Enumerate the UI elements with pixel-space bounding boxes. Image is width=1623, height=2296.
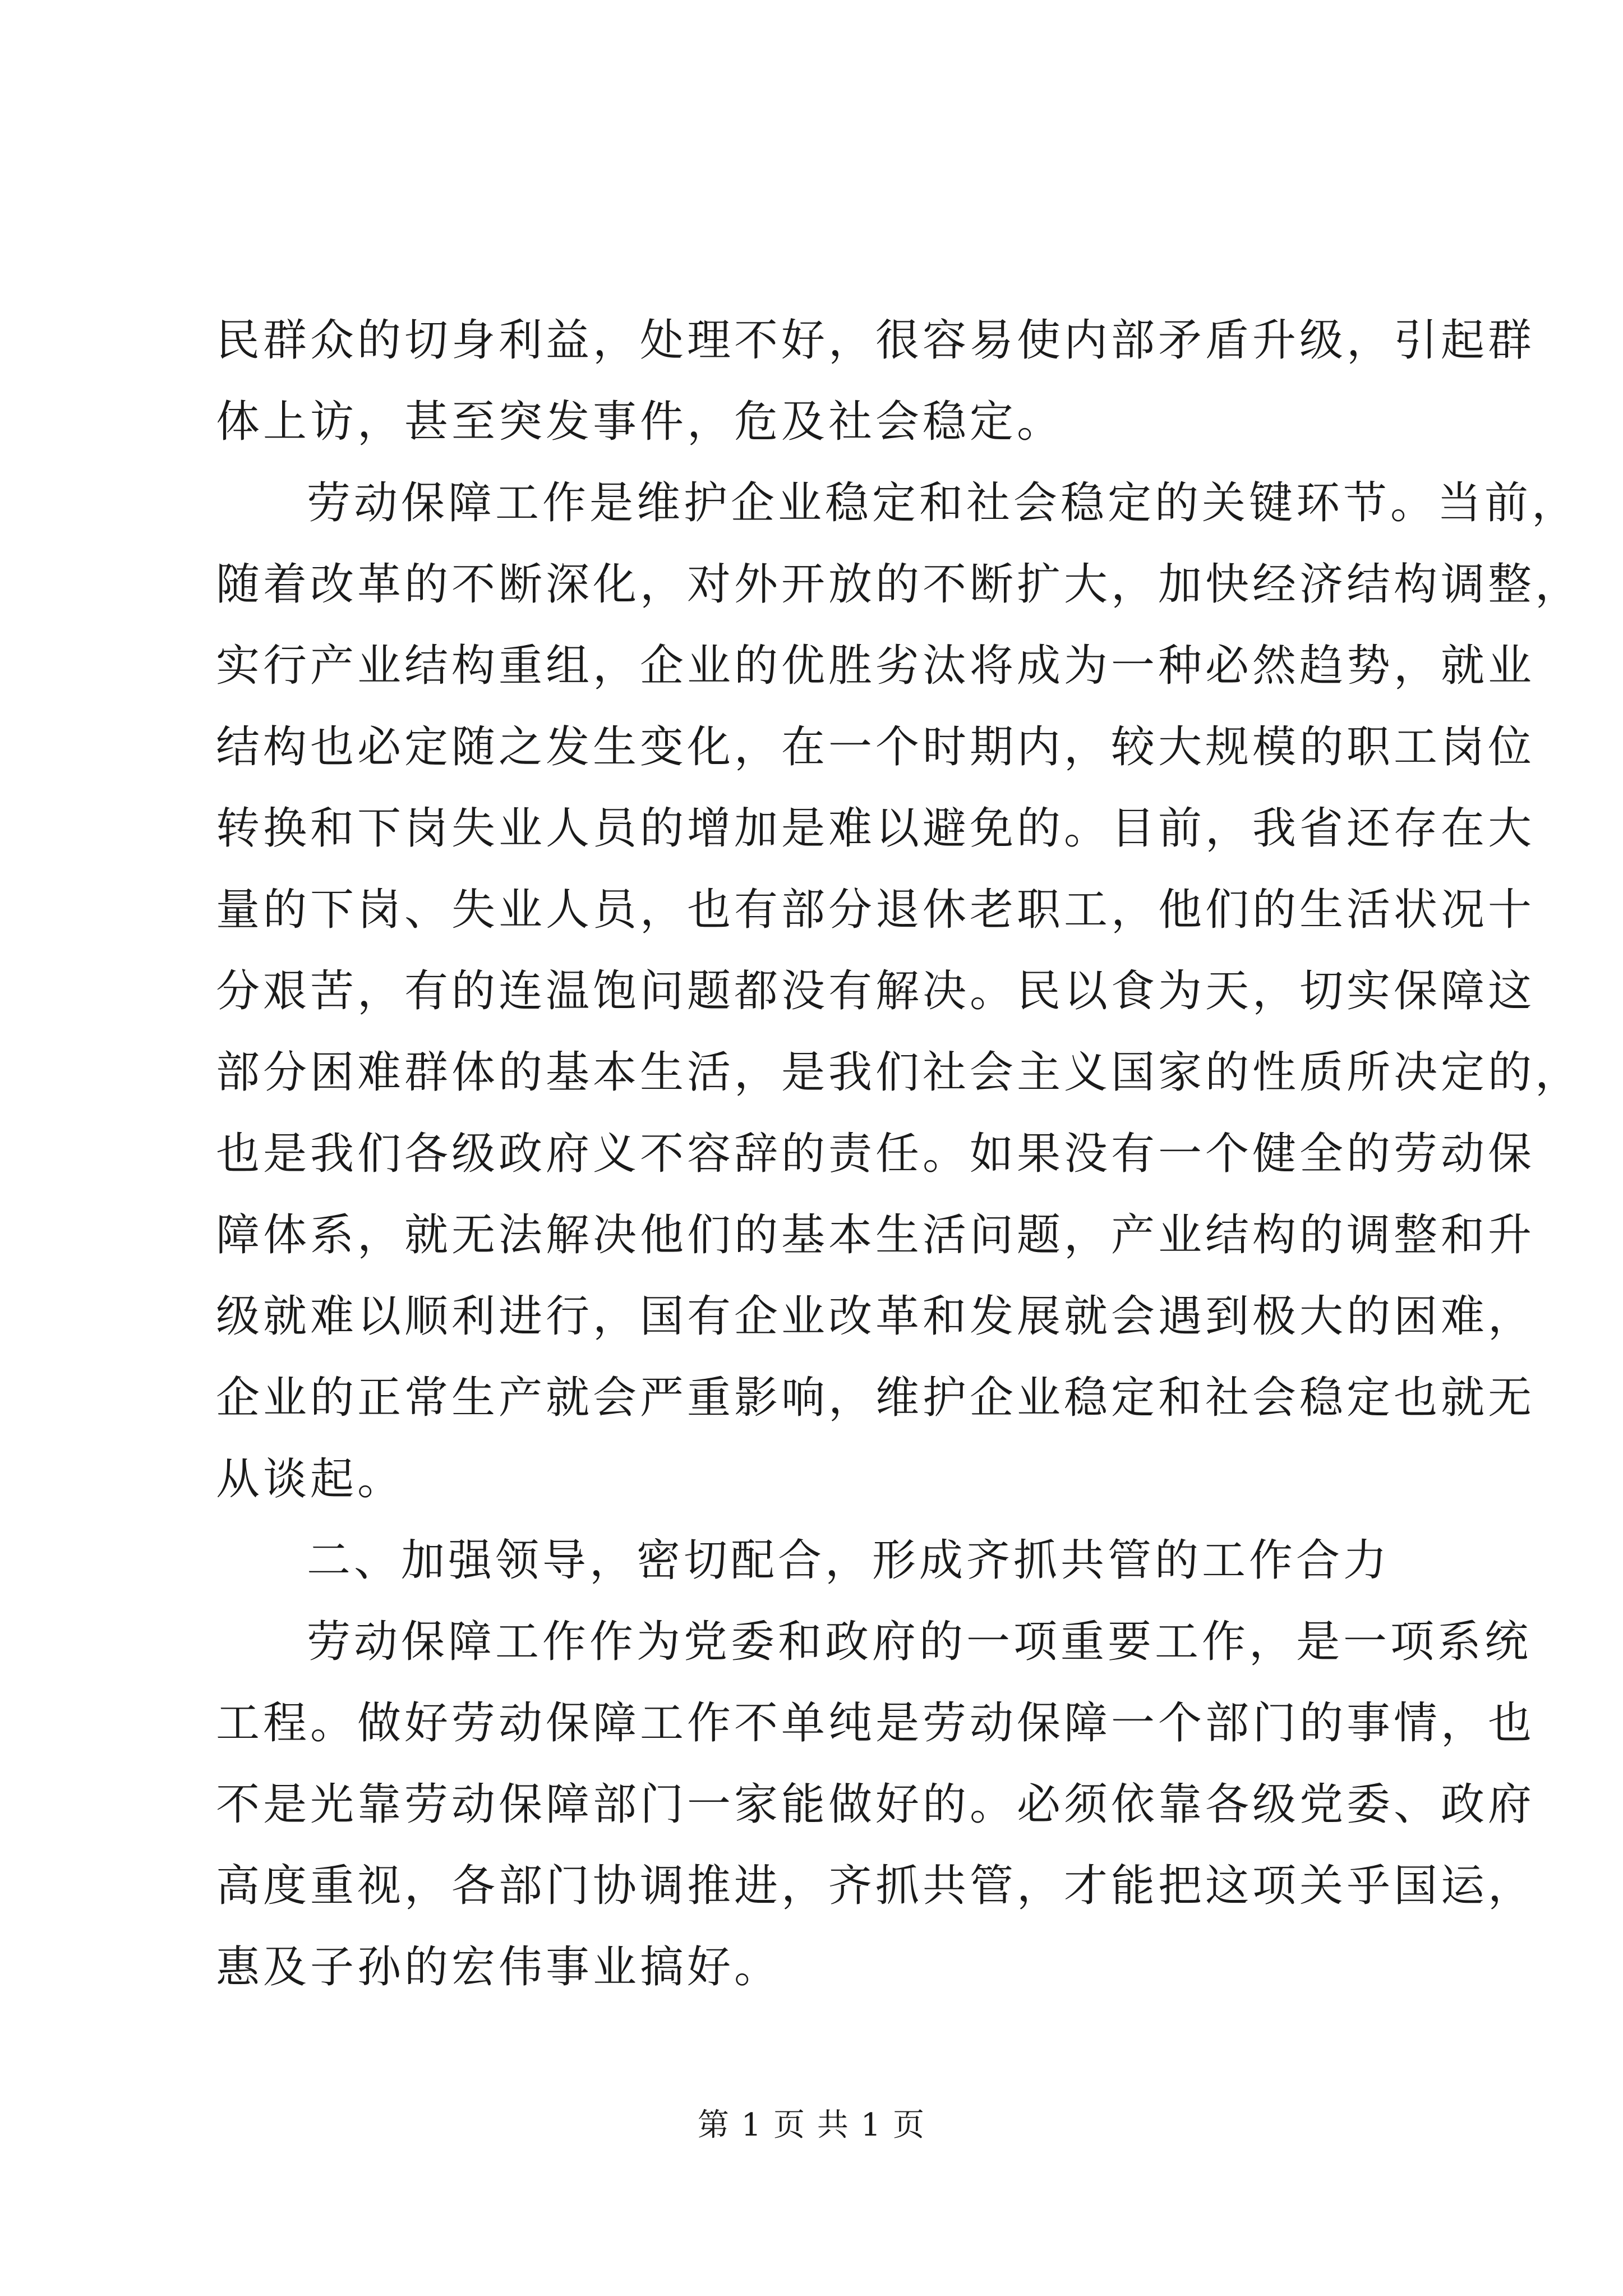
- text-line: 结构也必定随之发生变化，在一个时期内，较大规模的职工岗位: [216, 722, 1536, 772]
- text-line: 分艰苦，有的连温饱问题都没有解决。民以食为天，切实保障这: [216, 966, 1536, 1016]
- page-footer: 第 1 页 共 1 页: [697, 2107, 926, 2143]
- text-line: 随着改革的不断深化，对外开放的不断扩大，加快经济结构调整，: [216, 559, 1583, 610]
- text-line: 二、加强领导，密切配合，形成齐抓共管的工作合力: [307, 1535, 1391, 1586]
- text-line: 高度重视，各部门协调推进，齐抓共管，才能把这项关乎国运，: [216, 1861, 1536, 1911]
- text-line: 从谈起。: [216, 1454, 405, 1504]
- text-line: 体上访，甚至突发事件，危及社会稳定。: [216, 397, 1064, 447]
- text-line: 不是光靠劳动保障部门一家能做好的。必须依靠各级党委、政府: [216, 1779, 1536, 1830]
- text-line: 实行产业结构重组，企业的优胜劣汰将成为一种必然趋势，就业: [216, 641, 1536, 691]
- text-line: 企业的正常生产就会严重影响，维护企业稳定和社会稳定也就无: [216, 1373, 1536, 1423]
- text-line: 转换和下岗失业人员的增加是难以避免的。目前，我省还存在大: [216, 803, 1536, 854]
- body-text: [216, 300, 1583, 2008]
- text-line: 民群众的切身利益，处理不好，很容易使内部矛盾升级，引起群: [216, 315, 1536, 366]
- text-line: 工程。做好劳动保障工作不单纯是劳动保障一个部门的事情，也: [216, 1698, 1536, 1749]
- text-line: 障体系，就无法解决他们的基本生活问题，产业结构的调整和升: [216, 1210, 1536, 1260]
- text-line: 惠及子孙的宏伟事业搞好。: [216, 1942, 782, 1993]
- text-line: 劳动保障工作作为党委和政府的一项重要工作，是一项系统: [307, 1617, 1532, 1667]
- text-line: 也是我们各级政府义不容辞的责任。如果没有一个健全的劳动保: [216, 1129, 1536, 1179]
- text-line: 劳动保障工作是维护企业稳定和社会稳定的关键环节。当前，: [307, 478, 1579, 528]
- text-line: 量的下岗、失业人员，也有部分退休老职工，他们的生活状况十: [216, 885, 1536, 935]
- text-line: 部分困难群体的基本生活，是我们社会主义国家的性质所决定的，: [216, 1047, 1583, 1098]
- text-line: 级就难以顺利进行，国有企业改革和发展就会遇到极大的困难，: [216, 1291, 1536, 1342]
